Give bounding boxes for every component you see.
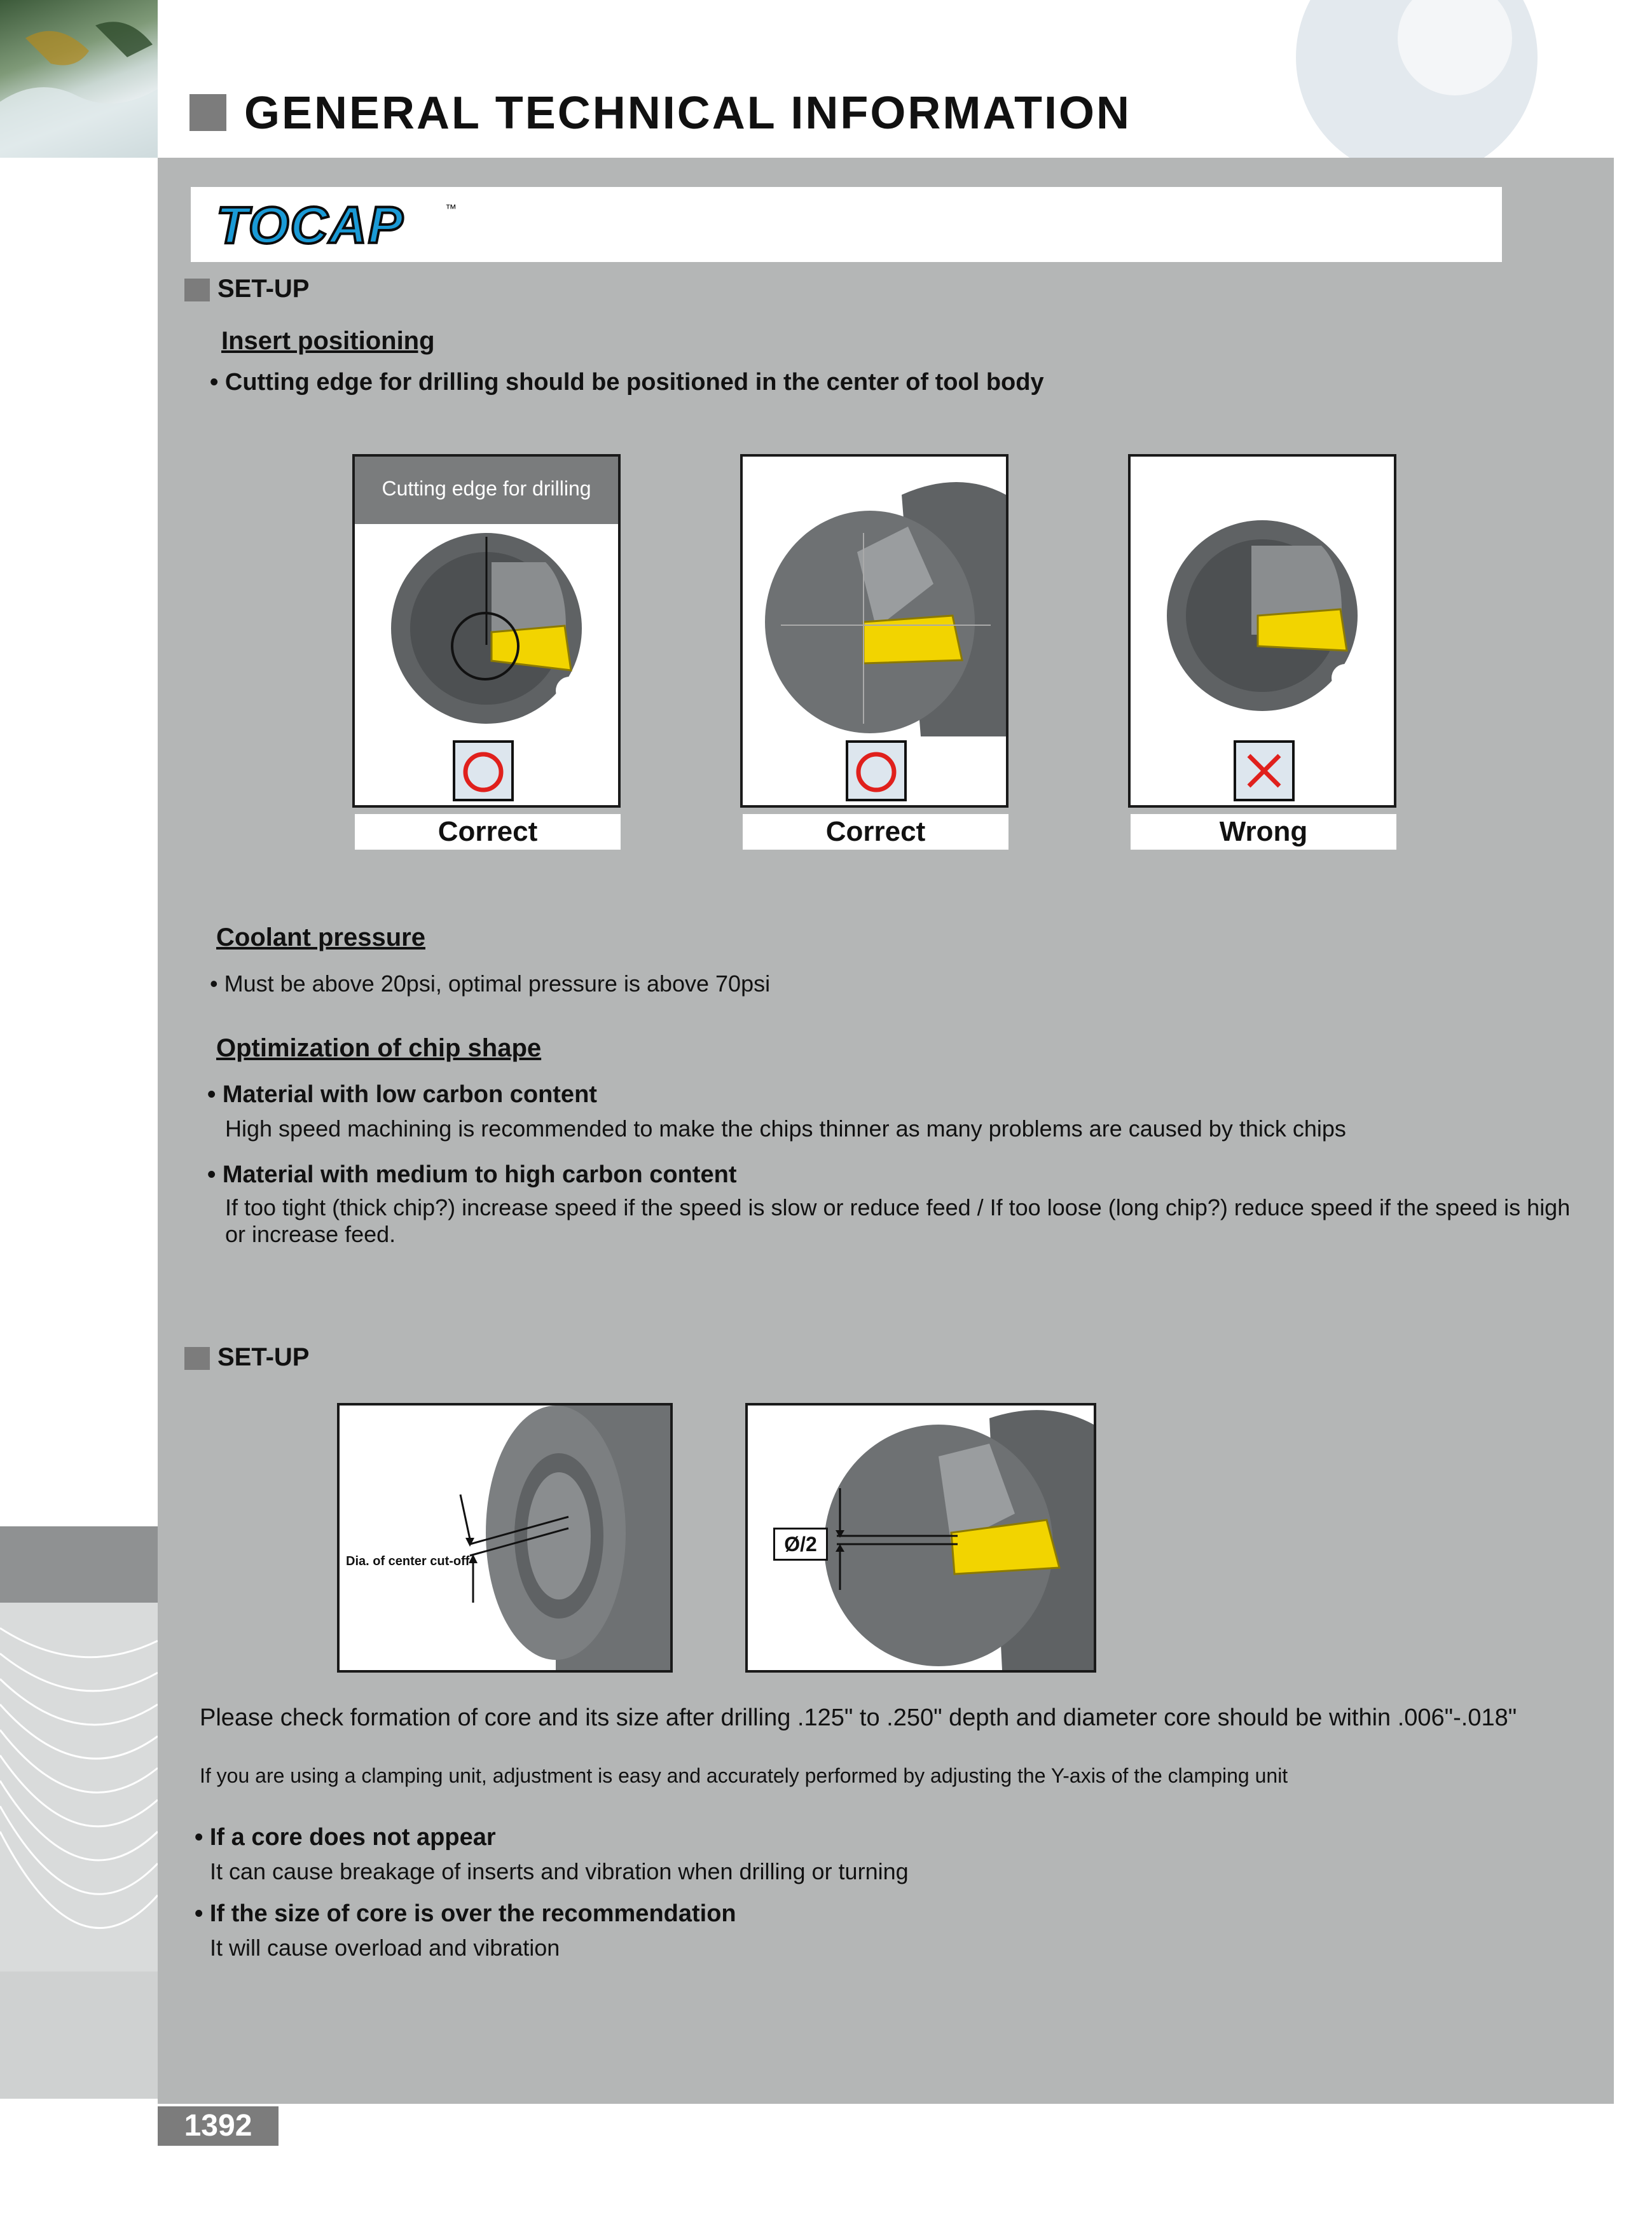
- coolant-title: Coolant pressure: [216, 923, 425, 951]
- chip-item-2-heading: • Material with medium to high carbon content: [207, 1161, 737, 1188]
- figure-caption-1: Correct: [355, 814, 621, 850]
- insert-shape: [1258, 609, 1347, 651]
- figure-card-2: [740, 454, 1008, 808]
- center-cutoff-label: Dia. of center cut-off: [346, 1554, 470, 1568]
- section-marker: [184, 1347, 210, 1370]
- logo-text: TOCAP: [216, 197, 404, 254]
- chip-item-1-heading: • Material with low carbon content: [207, 1081, 597, 1108]
- cover-photo: [0, 0, 158, 158]
- chip-item-2-bold: Material with medium to high carbon content: [222, 1161, 737, 1188]
- correct-mark-icon: [451, 739, 515, 803]
- correct-mark-icon: [844, 739, 908, 803]
- wrong-mark-icon: [1232, 739, 1296, 803]
- insert-positioning-text: Cutting edge for drilling should be positioned in the center of tool body: [224, 369, 1044, 396]
- decorative-waves: [0, 1526, 158, 2099]
- title-marker: [189, 94, 226, 131]
- page-number: 1392: [184, 2109, 252, 2143]
- section-heading-setup: SET-UP: [217, 275, 310, 303]
- core-item-2-heading: • If the size of core is over the recommendation: [195, 1900, 736, 1927]
- core-item-2-bold: If the size of core is over the recommendation: [209, 1900, 736, 1927]
- core-item-1-bold: If a core does not appear: [209, 1824, 496, 1851]
- core-item-1-heading: • If a core does not appear: [195, 1824, 496, 1851]
- tocap-logo: [191, 187, 458, 262]
- page-title: GENERAL TECHNICAL INFORMATION: [244, 88, 1131, 139]
- drill-head-angled-view: [743, 457, 1006, 736]
- figure-card-1: [352, 454, 621, 808]
- coolant-text: Must be above 20psi, optimal pressure is above 70psi: [224, 970, 771, 997]
- figure-caption-3: Wrong: [1131, 814, 1396, 850]
- core-item-2-text: It will cause overload and vibration: [210, 1935, 560, 1961]
- figure-caption-2: Correct: [743, 814, 1008, 850]
- section-marker: [184, 279, 210, 301]
- logo-tm: ™: [445, 202, 457, 215]
- core-figure-1: [337, 1403, 673, 1673]
- clamping-unit-note: If you are using a clamping unit, adjustment is easy and accurately performed by adjusting the Y-axis of the clamping unit: [200, 1764, 1288, 1787]
- insert-positioning-title: Insert positioning: [221, 327, 435, 355]
- section-heading-setup-2: SET-UP: [217, 1343, 310, 1371]
- workpiece-cylinder-diagram: [340, 1406, 670, 1670]
- coolant-bullet: • Must be above 20psi, optimal pressure is above 70psi: [210, 970, 771, 997]
- chip-item-1-text: High speed machining is recommended to make the chips thinner as many problems are caused by thick chips: [225, 1116, 1346, 1142]
- core-figure-2: [745, 1403, 1096, 1673]
- core-check-note: Please check formation of core and its size after drilling .125" to .250" depth and diameter core should be within .006"-.018": [200, 1704, 1517, 1731]
- drill-head-wrong-view: [1131, 457, 1394, 736]
- insert-shape: [864, 616, 962, 663]
- radius-label: Ø/2: [773, 1528, 828, 1561]
- chip-shape-title: Optimization of chip shape: [216, 1034, 542, 1062]
- chip-item-1-bold: Material with low carbon content: [222, 1081, 597, 1108]
- chip-item-2-text: If too tight (thick chip?) increase speed if the speed is slow or reduce feed / If too loose (long chip?) reduce speed if the speed is high or increase feed.: [225, 1194, 1571, 1247]
- cutting-edge-banner: Cutting edge for drilling: [355, 457, 618, 524]
- insert-positioning-bullet: • Cutting edge for drilling should be positioned in the center of tool body: [210, 369, 1044, 396]
- figure-card-3: [1128, 454, 1396, 808]
- tocap-logo-banner: [191, 187, 1502, 262]
- photo-art: [0, 0, 158, 158]
- core-item-1-text: It can cause breakage of inserts and vibration when drilling or turning: [210, 1858, 909, 1884]
